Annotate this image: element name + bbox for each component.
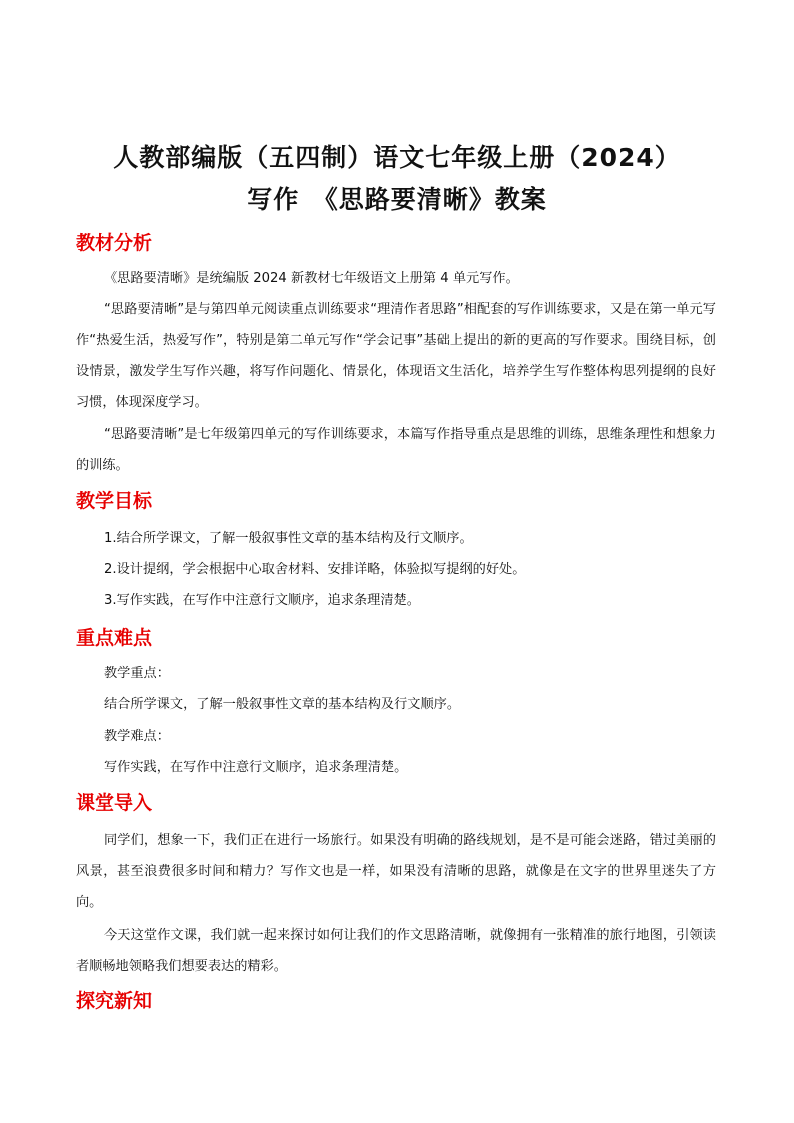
section-heading-analysis: 教材分析 [76,232,153,254]
difficulty-label: 教学难点： [104,729,170,744]
goal-item-2: 2.设计提纲，学会根据中心取舍材料、安排详略，体验拟写提纲的好处。 [104,562,526,577]
focus-label: 教学重点： [104,666,170,681]
intro-paragraph-1: 同学们，想象一下，我们正在进行一场旅行。如果没有明确的路线规划，是不是可能会迷路，错过美丽的风景，甚至浪费很多时间和精力？写作文也是一样，如果没有清晰的思路，就像是在文字的世界里迷失了方向。 [76,833,716,910]
section-heading-goals: 教学目标 [76,490,153,512]
focus-text: 结合所学课文，了解一般叙事性文章的基本结构及行文顺序。 [104,697,461,712]
section-heading-explore: 探究新知 [76,990,153,1012]
section-heading-key-points: 重点难点 [76,627,153,649]
analysis-paragraph-2: “思路要清晰”是与第四单元阅读重点训练要求“理清作者思路”相配套的写作训练要求，又是在第一单元写作“热爱生活，热爱写作”，特别是第二单元写作“学会记事”基础上提出的新的更高的写作要求。围绕目标，创设情景，激发学生写作兴趣，将写作问题化、情景化，体现语文生活化，培养学生写作整体构思列提纲的良好习惯，体现深度学习。 [76,302,716,410]
difficulty-text: 写作实践，在写作中注意行文顺序，追求条理清楚。 [104,760,408,775]
document-title-line-1: 人教部编版（五四制）语文七年级上册（2024） [113,143,681,172]
goal-item-1: 1.结合所学课文，了解一般叙事性文章的基本结构及行文顺序。 [104,531,473,546]
intro-paragraph-2: 今天这堂作文课，我们就一起来探讨如何让我们的作文思路清晰，就像拥有一张精准的旅行地图，引领读者顺畅地领略我们想要表达的精彩。 [76,928,716,974]
document-title-line-2: 写作 《思路要清晰》教案 [247,185,547,214]
analysis-paragraph-1: 《思路要清晰》是统编版 2024 新教材七年级语文上册第 4 单元写作。 [104,271,519,286]
analysis-paragraph-3: “思路要清晰”是七年级第四单元的写作训练要求，本篇写作指导重点是思维的训练，思维条理性和想象力的训练。 [76,427,716,473]
section-heading-intro: 课堂导入 [76,792,153,814]
goal-item-3: 3.写作实践，在写作中注意行文顺序，追求条理清楚。 [104,593,420,608]
